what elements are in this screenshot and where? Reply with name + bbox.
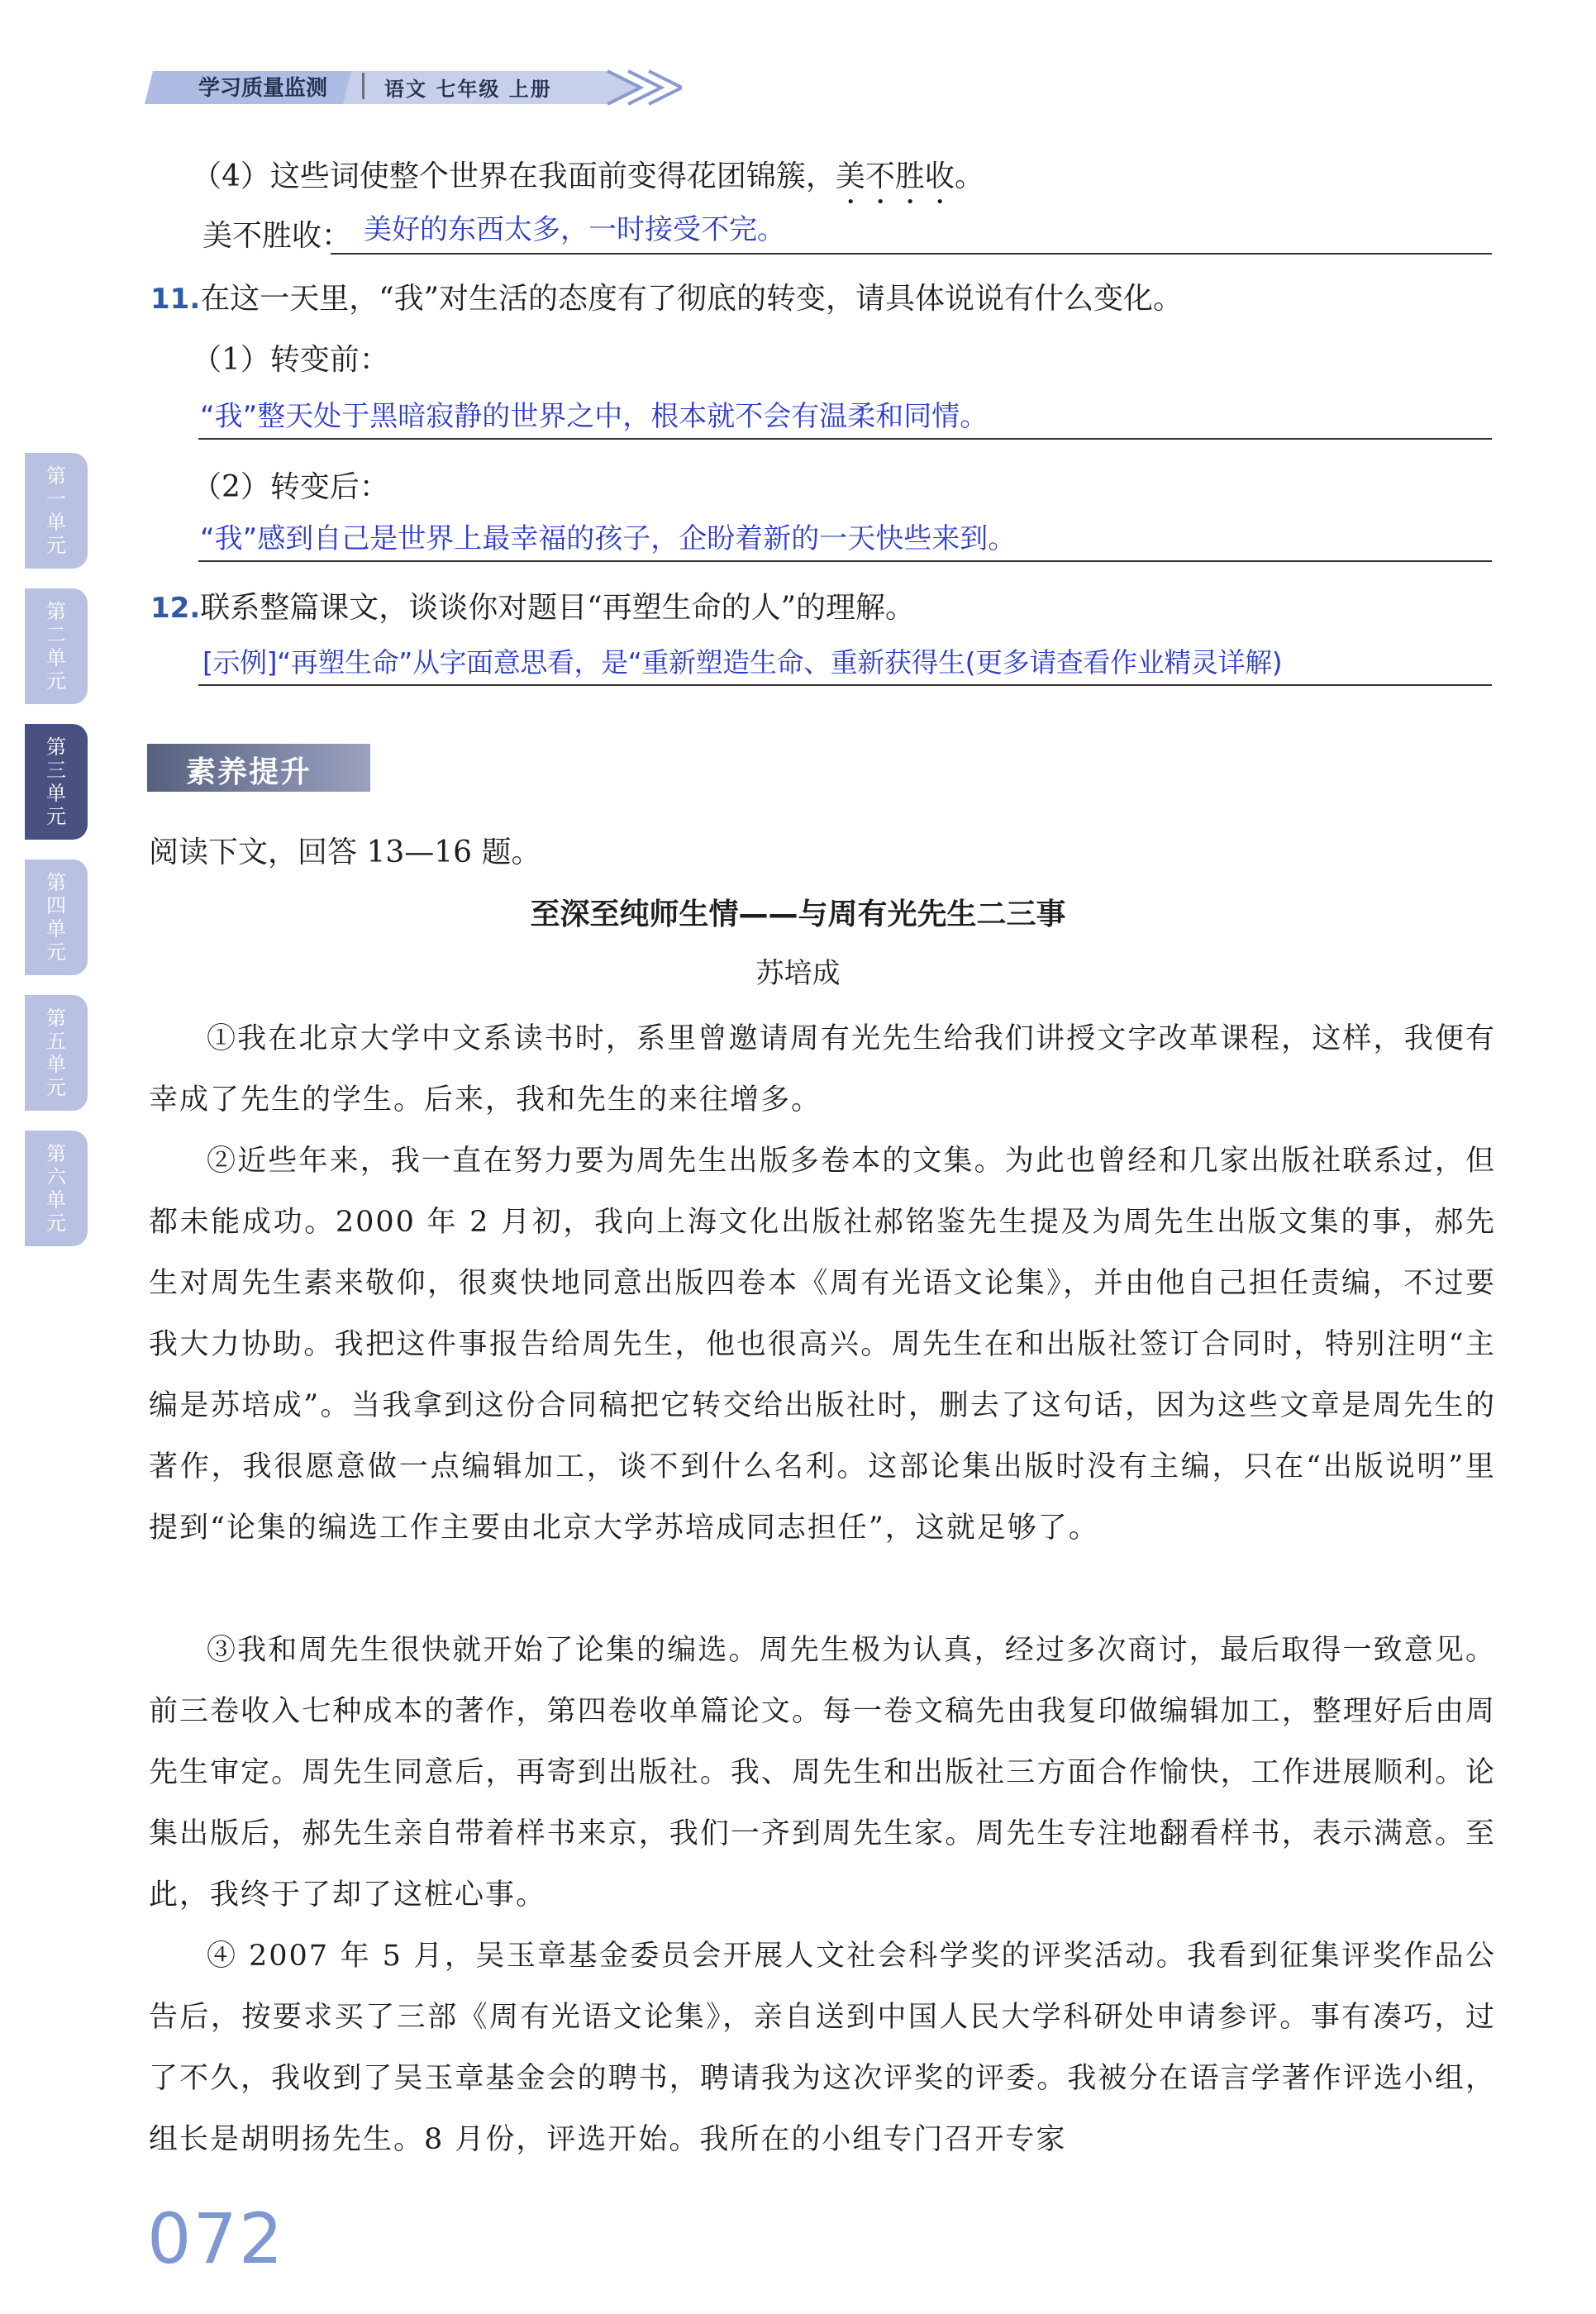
q10-4-term-label: 美不胜收： — [202, 219, 352, 253]
side-tab-unit-1[interactable]: 第 一 单 元 — [25, 453, 88, 569]
q10-4-answer: 美好的东西太多，一时接受不完。 — [364, 213, 785, 246]
q12 — [150, 588, 915, 628]
reading-instruction: 阅读下文，回答 13—16 题。 — [149, 836, 541, 869]
side-tab-unit-4[interactable]: 第 四 单 元 — [25, 859, 88, 975]
side-tab-unit-6[interactable]: 第 六 单 元 — [25, 1131, 88, 1246]
article-paragraph-3: ③我和周先生很快就开始了论集的编选。周先生极为认真，经过多次商讨，最后取得一致意见。前三卷收入七种成本的著作，第四卷收单篇论文。每一卷文稿先由我复印做编辑加工，整理好后由周先生审定。周先生同意后，再寄到出版社。我、周先生和出版社三方面合作愉快，工作进展顺利。论集出版后，郝先生亲自带着样书来京，我们一齐到周先生家。周先生专注地翻看样书，表示满意。至此，我终于了却了这桩心事。 — [149, 1634, 1496, 1912]
q11-before-answer: “我”整天处于黑暗寂静的世界之中，根本就不会有温柔和同情。 — [200, 400, 989, 433]
answer-line — [331, 253, 1492, 255]
q11-after-answer: “我”感到自己是世界上最幸福的孩子，企盼着新的一天快些来到。 — [200, 522, 1017, 555]
answer-line — [198, 560, 1492, 562]
q11-before-label: （1）转变前： — [192, 343, 389, 377]
article-title: 至深至纯师生情——与周有光先生二三事 — [530, 898, 1066, 931]
q11-number: 11. — [150, 283, 201, 316]
section-title: 素养提升 — [186, 755, 312, 789]
q11-after-label: （2）转变后： — [192, 470, 389, 504]
q12-text: 联系整篇课文，谈谈你对题目“再塑生命的人”的理解。 — [200, 591, 916, 625]
side-tab-unit-2[interactable]: 第 二 单 元 — [25, 588, 88, 704]
q11 — [150, 279, 1183, 319]
emphasized-term: 美不胜收 — [835, 160, 955, 193]
header-subtitle: 语文 七年级 上册 — [384, 78, 552, 101]
article-paragraph-2: ②近些年来，我一直在努力要为周先生出版多卷本的文集。为此也曾经和几家出版社联系过，但都未能成功。2000 年 2 月初，我向上海文化出版社郝铭鉴先生提及为周先生出版文集的事，郝先生对周先生素来敬仰，很爽快地同意出版四卷本《周有光语文论集》，并由他自己担任责编，不过要我大力协助。我把这件事报告给周先生，他也很高兴。周先生在和出版社签订合同时，特别注明“主编是苏培成”。当我拿到这份合同稿把它转交给出版社时，删去了这句话，因为这些文章是周先生的著作，我很愿意做一点编辑加工，谈不到什么名利。这部论集出版时没有主编，只在“出版说明”里提到“论集的编选工作主要由北京大学苏培成同志担任”，这就足够了。 — [149, 1145, 1496, 1545]
q12-answer: [示例]“再塑生命”从字面意思看，是“重新塑造生命、重新获得生(更多请查看作业精灵详解) — [202, 646, 1283, 678]
answer-line — [198, 684, 1492, 686]
article-paragraph-1: ①我在北京大学中文系读书时，系里曾邀请周有光先生给我们讲授文字改革课程，这样，我便有幸成了先生的学生。后来，我和先生的来往增多。 — [149, 1022, 1496, 1117]
page-number: 072 — [147, 2198, 285, 2279]
answer-line — [198, 438, 1492, 440]
header-divider — [362, 73, 364, 99]
article-author: 苏培成 — [755, 957, 841, 990]
q12-number: 12. — [150, 592, 201, 625]
header-title: 学习质量监测 — [198, 76, 328, 101]
side-tab-unit-5[interactable]: 第 五 单 元 — [25, 995, 88, 1111]
article-paragraph-4: ④ 2007 年 5 月，吴玉章基金委员会开展人文社会科学奖的评奖活动。我看到征集评奖作品公告后，按要求买了三部《周有光语文论集》，亲自送到中国人民大学科研处申请参评。事有凑巧，过了不久，我收到了吴玉章基金会的聘书，聘请我为这次评奖的评委。我被分在语言学著作评选小组，组长是胡明扬先生。8 月份，评选开始。我所在的小组专门召开专家 — [149, 1940, 1496, 2156]
q10-4-text: （4）这些词使整个世界在我面前变得花团锦簇，美不胜收。 — [192, 160, 984, 193]
q11-text: 在这一天里，“我”对生活的态度有了彻底的转变，请具体说说有什么变化。 — [200, 282, 1184, 316]
side-tab-unit-3[interactable]: 第 三 单 元 — [25, 724, 88, 840]
